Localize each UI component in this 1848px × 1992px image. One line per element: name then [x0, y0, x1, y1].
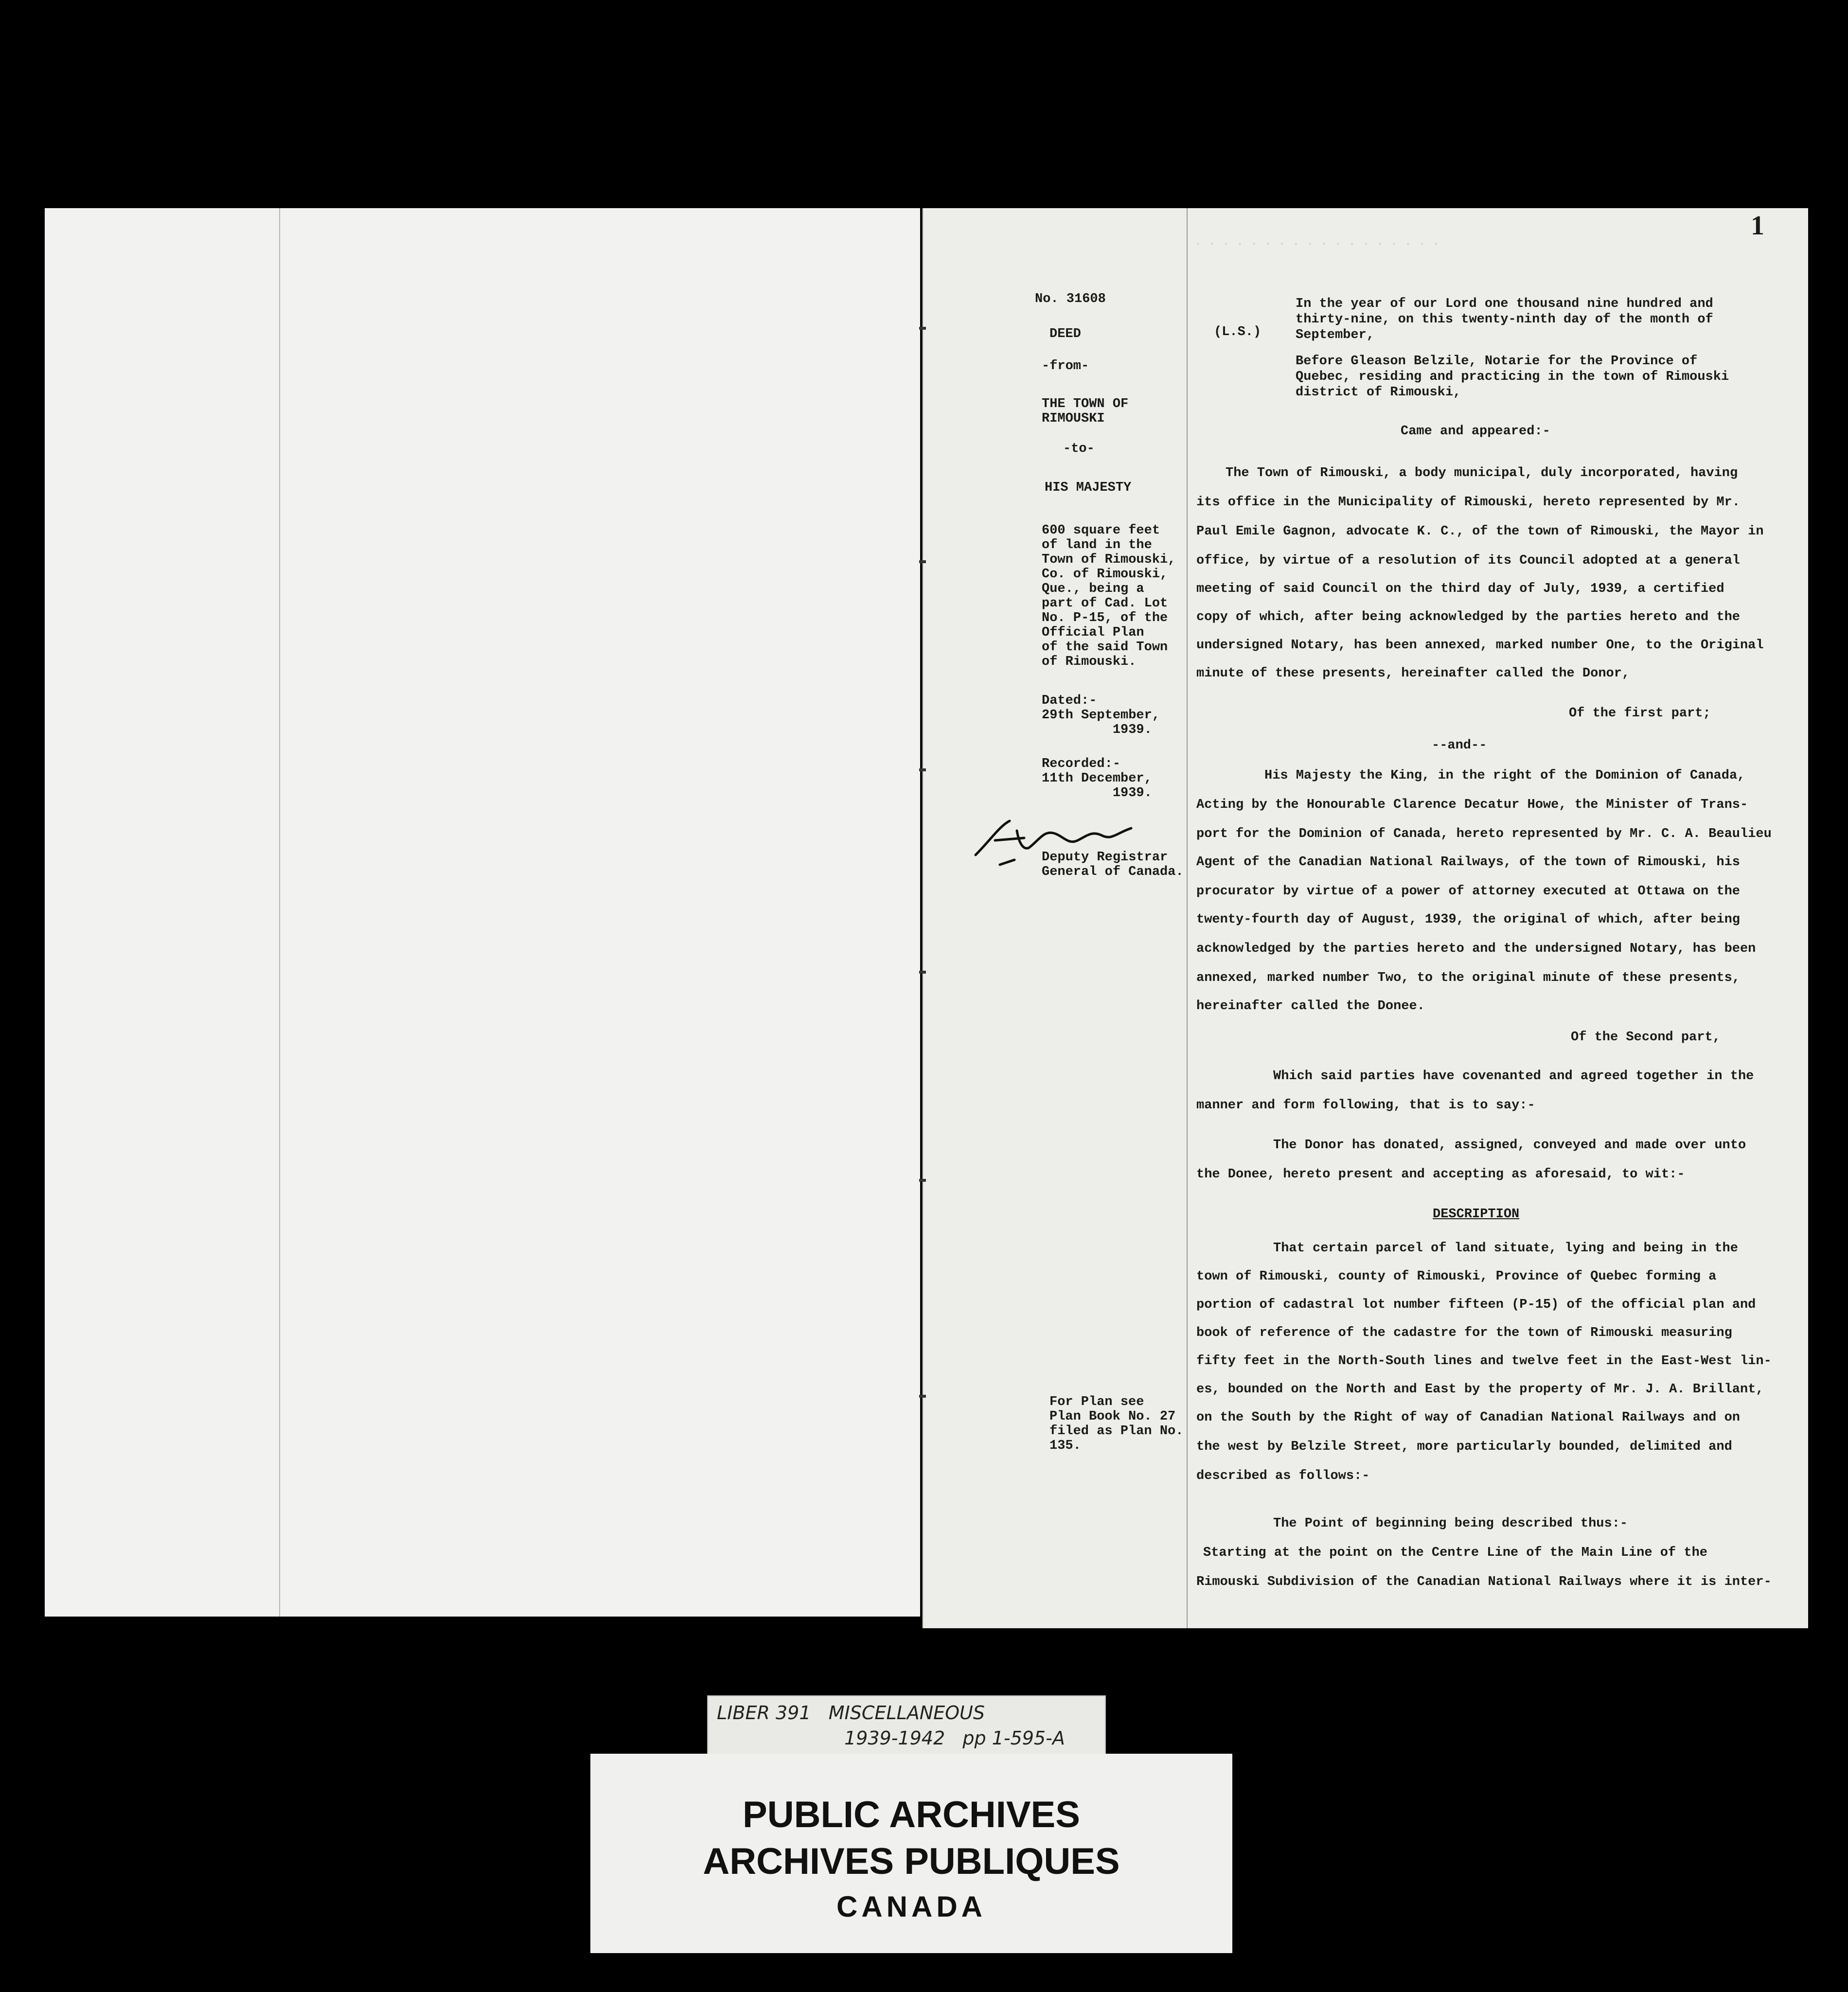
body-line: Which said parties have covenanted and agreed together in the: [1273, 1069, 1754, 1084]
body-line: hereinafter called the Donee.: [1196, 999, 1425, 1014]
page-number: 1: [1751, 211, 1764, 241]
body-line: undersigned Notary, has been annexed, marked number One, to the Original: [1196, 638, 1764, 653]
deed-number: No. 31608: [1035, 292, 1106, 306]
recorded-value: 11th December, 1939.: [1042, 771, 1152, 800]
body-line: meeting of said Council on the third day of July, 1939, a certified: [1196, 582, 1724, 596]
body-line: acknowledged by the parties hereto and the undersigned Notary, has been: [1196, 942, 1756, 956]
body-line: That certain parcel of land situate, lying and being in the: [1273, 1241, 1738, 1256]
to-label: -to-: [1063, 442, 1095, 456]
liber-label: [707, 1695, 1106, 1755]
binding-hole: [919, 560, 926, 563]
body-line: the west by Belzile Street, more particularly bounded, delimited and: [1196, 1440, 1732, 1454]
body-line: The Town of Rimouski, a body municipal, duly incorporated, having: [1226, 466, 1738, 480]
body-line: es, bounded on the North and East by the property of Mr. J. A. Brillant,: [1196, 1382, 1764, 1397]
body-line: procurator by virtue of a power of attorney executed at Ottawa on the: [1196, 884, 1740, 899]
body-line: town of Rimouski, county of Rimouski, Province of Quebec forming a: [1196, 1269, 1717, 1284]
binding-hole: [919, 1179, 926, 1182]
land-summary: 600 square feet of land in the Town of Rimouski, Co. of Rimouski, Que., being a part of Cad. Lot No. P-15, of the Official Plan of the said Town of Rimouski.: [1042, 523, 1176, 669]
binding-hole: [919, 1395, 926, 1398]
section-heading: DESCRIPTION: [1433, 1207, 1520, 1222]
dated-value: 29th September, 1939.: [1042, 708, 1160, 737]
body-line: The Donor has donated, assigned, conveyed and made over unto: [1273, 1138, 1746, 1153]
spine-line: [922, 208, 923, 1628]
body-line: twenty-fourth day of August, 1939, the original of which, after being: [1196, 912, 1740, 927]
ls-seal: (L.S.): [1214, 325, 1262, 339]
grantor-name: THE TOWN OF RIMOUSKI: [1042, 397, 1129, 426]
header-line: district of Rimouski,: [1296, 385, 1461, 400]
dated-label: Dated:-: [1042, 694, 1097, 708]
body-line: Came and appeared:-: [1401, 424, 1550, 439]
margin-rule: [1187, 208, 1188, 1628]
right-page: [922, 208, 1808, 1628]
body-line: portion of cadastral lot number fifteen (P-15) of the official plan and: [1196, 1298, 1756, 1312]
body-line: manner and form following, that is to say:-: [1196, 1098, 1535, 1113]
body-line: the Donee, hereto present and accepting as aforesaid, to wit:-: [1196, 1167, 1685, 1182]
binding-hole: [919, 768, 926, 771]
body-line: Paul Emile Gagnon, advocate K. C., of the town of Rimouski, the Mayor in: [1196, 524, 1764, 539]
liber-label-line1: LIBER 391 MISCELLANEOUS: [717, 1702, 985, 1724]
bleed-through-text: . . . . . . . . . . . . . . . . . .: [1194, 235, 1440, 249]
body-line: its office in the Municipality of Rimouski, hereto represented by Mr.: [1196, 495, 1740, 510]
body-line: Of the first part;: [1569, 706, 1711, 721]
archives-label: [590, 1754, 1232, 1953]
grantee-name: HIS MAJESTY: [1045, 480, 1132, 495]
from-label: -from-: [1042, 359, 1089, 374]
body-line: minute of these presents, hereinafter called the Donor,: [1196, 666, 1630, 681]
archives-country: CANADA: [836, 1890, 986, 1923]
body-line: on the South by the Right of way of Canadian National Railways and on: [1196, 1410, 1740, 1425]
header-line: In the year of our Lord one thousand nine hundred and: [1296, 297, 1713, 311]
header-line: September,: [1296, 328, 1375, 342]
deed-heading: DEED: [1049, 327, 1081, 341]
body-line: fifty feet in the North-South lines and twelve feet in the East-West lin-: [1196, 1354, 1772, 1369]
header-line: Quebec, residing and practicing in the town of Rimouski: [1296, 370, 1729, 384]
body-line: The Point of beginning being described thus:-: [1273, 1516, 1628, 1531]
body-line: Acting by the Honourable Clarence Decatur Howe, the Minister of Trans-: [1196, 798, 1748, 812]
binding-hole: [919, 327, 926, 330]
binding-hole: [919, 971, 926, 974]
liber-label-line2: 1939-1942 pp 1-595-A: [844, 1727, 1065, 1749]
body-line: described as follows:-: [1196, 1469, 1370, 1483]
archives-title-en: PUBLIC ARCHIVES: [743, 1794, 1080, 1835]
body-line: annexed, marked number Two, to the original minute of these presents,: [1196, 971, 1740, 985]
body-line: copy of which, after being acknowledged by the parties hereto and the: [1196, 610, 1740, 624]
body-line: office, by virtue of a resolution of its Council adopted at a general: [1196, 553, 1740, 568]
body-line: Starting at the point on the Centre Line of the Main Line of the: [1203, 1546, 1707, 1560]
margin-rule: [279, 208, 280, 1617]
body-line: Of the Second part,: [1571, 1030, 1721, 1045]
body-line: book of reference of the cadastre for the town of Rimouski measuring: [1196, 1326, 1732, 1340]
archives-title-fr: ARCHIVES PUBLIQUES: [703, 1841, 1120, 1882]
body-line: Agent of the Canadian National Railways, of the town of Rimouski, his: [1196, 855, 1740, 870]
body-line: port for the Dominion of Canada, hereto represented by Mr. C. A. Beaulieu: [1196, 827, 1772, 841]
header-line: Before Gleason Belzile, Notarie for the Province of: [1296, 354, 1698, 369]
body-line: His Majesty the King, in the right of the Dominion of Canada,: [1264, 768, 1745, 783]
plan-note: For Plan see Plan Book No. 27 filed as Plan No. 135.: [1049, 1395, 1184, 1453]
header-line: thirty-nine, on this twenty-ninth day of the month of: [1296, 312, 1713, 327]
body-line: Rimouski Subdivision of the Canadian National Railways where it is inter-: [1196, 1575, 1772, 1589]
recorded-label: Recorded:-: [1042, 757, 1121, 771]
body-line: --and--: [1432, 738, 1487, 753]
registrar-title: Deputy Registrar General of Canada.: [1042, 850, 1184, 879]
left-page: [45, 208, 920, 1617]
